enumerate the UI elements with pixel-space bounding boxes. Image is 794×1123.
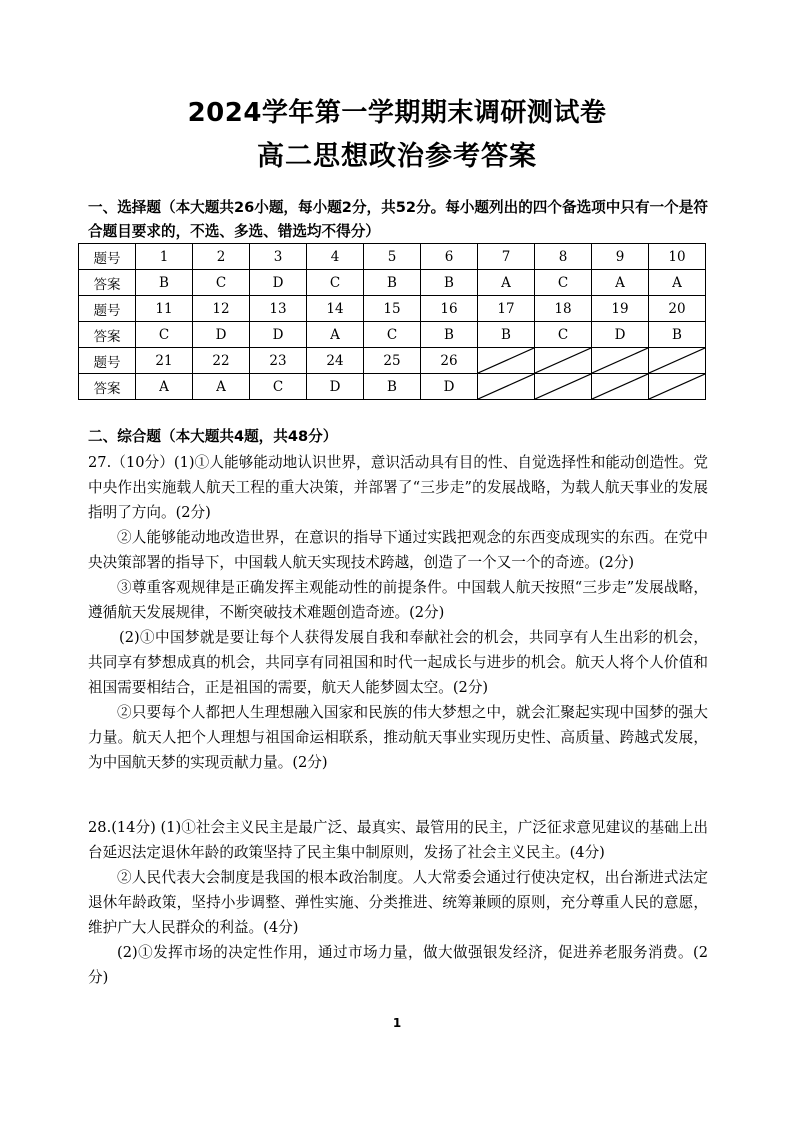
number-row-label: 题号 [79, 244, 136, 270]
answer-cell: C [136, 322, 193, 348]
question-28-answer [88, 815, 708, 990]
q28-part1-point2: ②人民代表大会制度是我国的根本政治制度。人大常委会通过行使决定权，出台渐进式法定退休年龄政策，坚持小步调整、弹性实施、分类推进、统筹兼顾的原则，充分尊重人民的意愿，维护广大人民群众的利益。(4分) [88, 869, 708, 936]
answer-cell: D [421, 374, 478, 400]
exam-subtitle: 高二思想政治参考答案 [257, 141, 537, 172]
empty-cell-diagonal [478, 348, 535, 374]
number-cell: 18 [535, 296, 592, 322]
answer-cell: C [364, 322, 421, 348]
answer-cell: C [250, 374, 307, 400]
number-cell: 21 [136, 348, 193, 374]
empty-cell-diagonal [535, 374, 592, 400]
empty-cell-diagonal [535, 348, 592, 374]
number-cell: 1 [136, 244, 193, 270]
answer-cell: A [478, 270, 535, 296]
answer-cell: B [136, 270, 193, 296]
number-cell: 19 [592, 296, 649, 322]
number-cell: 17 [478, 296, 535, 322]
table-row-answer-3 [79, 374, 706, 400]
table-row-answer-1 [79, 270, 706, 296]
number-cell: 16 [421, 296, 478, 322]
number-row-label: 题号 [79, 296, 136, 322]
answer-cell: D [592, 322, 649, 348]
question-27-answer [88, 450, 708, 775]
answer-cell: A [307, 322, 364, 348]
table-row-number-2 [79, 296, 706, 322]
empty-cell-diagonal [592, 348, 649, 374]
q27-part2-point1: (2)①中国梦就是要让每个人获得发展自我和奉献社会的机会，共同享有人生出彩的机会，共同享有梦想成真的机会，共同享有同祖国和时代一起成长与进步的机会。航天人将个人价值和祖国需要相结合，正是祖国的需要，航天人能梦圆太空。(2分) [88, 629, 708, 696]
answer-cell: B [478, 322, 535, 348]
answer-table [78, 243, 706, 400]
answer-cell: C [307, 270, 364, 296]
number-cell: 13 [250, 296, 307, 322]
exam-title: 2024学年第一学期期末调研测试卷 [187, 98, 607, 128]
empty-cell-diagonal [478, 374, 535, 400]
number-cell: 15 [364, 296, 421, 322]
number-cell: 22 [193, 348, 250, 374]
number-cell: 3 [250, 244, 307, 270]
answer-cell: C [193, 270, 250, 296]
number-cell: 2 [193, 244, 250, 270]
answer-cell: B [421, 270, 478, 296]
answer-row-label: 答案 [79, 322, 136, 348]
answer-cell: A [136, 374, 193, 400]
number-cell: 12 [193, 296, 250, 322]
number-cell: 23 [250, 348, 307, 374]
table-row-number-3 [79, 348, 706, 374]
number-cell: 26 [421, 348, 478, 374]
answer-cell: A [193, 374, 250, 400]
answer-cell: C [535, 270, 592, 296]
number-cell: 25 [364, 348, 421, 374]
number-cell: 20 [649, 296, 706, 322]
answer-row-label: 答案 [79, 374, 136, 400]
q27-part2-point2: ②只要每个人都把人生理想融入国家和民族的伟大梦想之中，就会汇聚起实现中国梦的强大力量。航天人把个人理想与祖国命运相联系，推动航天事业实现历史性、高质量、跨越式发展，为中国航天梦的实现贡献力量。(2分) [88, 704, 708, 771]
section1-heading: 一、选择题（本大题共26小题，每小题2分，共52分。每小题列出的四个备选项中只有一个是符合题目要求的，不选、多选、错选均不得分） [88, 199, 708, 240]
answer-cell: C [535, 322, 592, 348]
number-cell: 4 [307, 244, 364, 270]
empty-cell-diagonal [649, 374, 706, 400]
q28-part1-point1: 28.(14分) (1)①社会主义民主是最广泛、最真实、最管用的民主，广泛征求意见建议的基础上出台延迟法定退休年龄的政策坚持了民主集中制原则，发扬了社会主义民主。(4分) [88, 819, 708, 861]
answer-cell: D [250, 322, 307, 348]
answer-cell: A [649, 270, 706, 296]
answer-cell: A [592, 270, 649, 296]
answer-cell: B [364, 374, 421, 400]
empty-cell-diagonal [649, 348, 706, 374]
q27-part1-point2: ②人能够能动地改造世界，在意识的指导下通过实践把观念的东西变成现实的东西。在党中央决策部署的指导下，中国载人航天实现技术跨越，创造了一个又一个的奇迹。(2分) [88, 529, 708, 571]
number-cell: 10 [649, 244, 706, 270]
number-cell: 8 [535, 244, 592, 270]
number-cell: 5 [364, 244, 421, 270]
answer-cell: D [307, 374, 364, 400]
number-row-label: 题号 [79, 348, 136, 374]
q27-part1-point3: ③尊重客观规律是正确发挥主观能动性的前提条件。中国载人航天按照“三步走”发展战略，遵循航天发展规律，不断突破技术难题创造奇迹。(2分) [88, 579, 708, 621]
number-cell: 9 [592, 244, 649, 270]
q27-part1-point1: 27.（10分）(1)①人能够能动地认识世界，意识活动具有目的性、自觉选择性和能动创造性。党中央作出实施载人航天工程的重大决策，并部署了“三步走”的发展战略，为载人航天事业的发展指明了方向。(2分) [88, 454, 708, 521]
answer-cell: B [364, 270, 421, 296]
page-number: 1 [392, 1016, 402, 1030]
empty-cell-diagonal [592, 374, 649, 400]
number-cell: 14 [307, 296, 364, 322]
answer-cell: B [649, 322, 706, 348]
number-cell: 7 [478, 244, 535, 270]
table-row-number-1 [79, 244, 706, 270]
number-cell: 11 [136, 296, 193, 322]
q28-part2-point1: (2)①发挥市场的决定性作用，通过市场力量，做大做强银发经济，促进养老服务消费。(2分) [88, 944, 708, 986]
answer-row-label: 答案 [79, 270, 136, 296]
number-cell: 6 [421, 244, 478, 270]
section2-heading: 二、综合题（本大题共4题，共48分） [88, 428, 338, 445]
table-row-answer-2 [79, 322, 706, 348]
answer-cell: B [421, 322, 478, 348]
answer-cell: D [250, 270, 307, 296]
answer-cell: D [193, 322, 250, 348]
number-cell: 24 [307, 348, 364, 374]
